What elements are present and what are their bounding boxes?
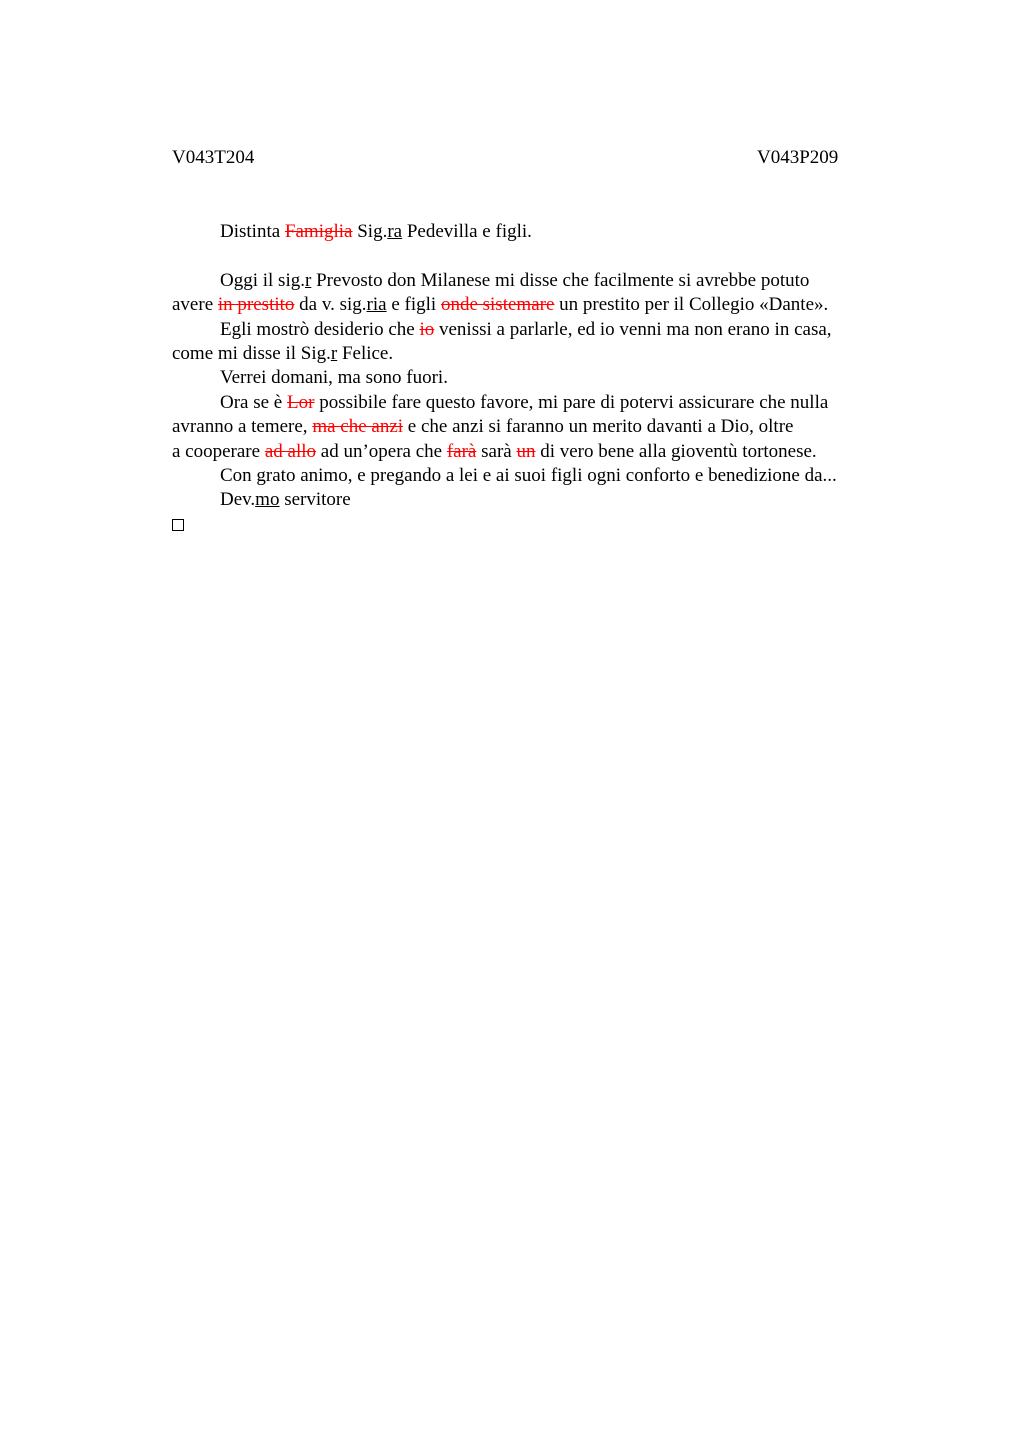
- text-run: di vero bene alla gioventù tortonese.: [535, 440, 817, 462]
- text-run: Sig.: [352, 221, 388, 242]
- text-run: e figli: [386, 294, 441, 316]
- text-run: un prestito per il Collegio «Dante».: [554, 294, 829, 316]
- document-id-left: V043T204: [172, 147, 255, 168]
- deletion: ad allo: [264, 440, 317, 462]
- paragraph-4-line-2: [172, 415, 902, 439]
- deletion: Lor: [287, 391, 315, 413]
- paragraph-3-line-1: [172, 366, 902, 390]
- closing-signature: [172, 488, 902, 512]
- deletion: Famiglia: [284, 221, 353, 242]
- text-run: sarà: [476, 440, 517, 462]
- text-run: Ora se è: [220, 391, 287, 413]
- salutation: [172, 220, 902, 244]
- paragraph-gap: [172, 244, 902, 268]
- text-run: Verrei domani, ma sono fuori.: [220, 367, 448, 389]
- text-run: possibile fare questo favore, mi pare di potervi assicurare che nulla: [314, 391, 829, 413]
- text-run: avranno a temere,: [172, 416, 313, 438]
- paragraph-4-line-3: [172, 440, 902, 464]
- text-run: da v. sig.: [294, 294, 367, 316]
- text-run: venissi a parlarle, ed io venni ma non erano in casa,: [434, 318, 832, 340]
- paragraph-2-line-2: [172, 342, 902, 366]
- end-marker: [172, 513, 902, 537]
- text-run: ad un’opera che: [316, 440, 447, 462]
- deletion: farà: [446, 440, 477, 462]
- deletion: onde sistemare: [440, 294, 555, 316]
- letter-body: [172, 220, 902, 537]
- paragraph-5-line-1: [172, 464, 902, 488]
- text-run: e che anzi si faranno un merito davanti a Dio, oltre: [403, 416, 794, 438]
- empty-square-icon: [172, 519, 184, 531]
- text-run: Felice.: [337, 342, 394, 364]
- text-run: servitore: [279, 489, 351, 511]
- paragraph-1-line-2: [172, 293, 902, 317]
- document-id-right: V043P209: [757, 147, 839, 168]
- text-run: Distinta: [220, 221, 285, 242]
- text-run: come mi disse il Sig.: [172, 342, 331, 364]
- deletion: ma che anzi: [312, 416, 404, 438]
- paragraph-4-line-1: [172, 391, 902, 415]
- abbreviation-underline: r: [304, 269, 312, 291]
- abbreviation-underline: ra: [387, 221, 403, 242]
- paragraph-2-line-1: [172, 318, 902, 342]
- abbreviation-underline: mo: [255, 489, 280, 511]
- paragraph-1-line-1: [172, 269, 902, 293]
- deletion: un: [516, 440, 536, 462]
- text-run: Pedevilla e figli.: [402, 221, 532, 242]
- abbreviation-underline: ria: [366, 294, 387, 316]
- text-run: a cooperare: [172, 440, 265, 462]
- text-run: Dev.: [220, 489, 256, 511]
- text-run: avere: [172, 294, 218, 316]
- text-run: Prevosto don Milanese mi disse che facilmente si avrebbe potuto: [311, 269, 810, 291]
- abbreviation-underline: r: [330, 342, 338, 364]
- text-run: Egli mostrò desiderio che: [220, 318, 420, 340]
- deletion: in prestito: [217, 294, 295, 316]
- deletion: io: [419, 318, 435, 340]
- text-run: Con grato animo, e pregando a lei e ai suoi figli ogni conforto e benedizione da...: [220, 464, 837, 486]
- text-run: Oggi il sig.: [220, 269, 305, 291]
